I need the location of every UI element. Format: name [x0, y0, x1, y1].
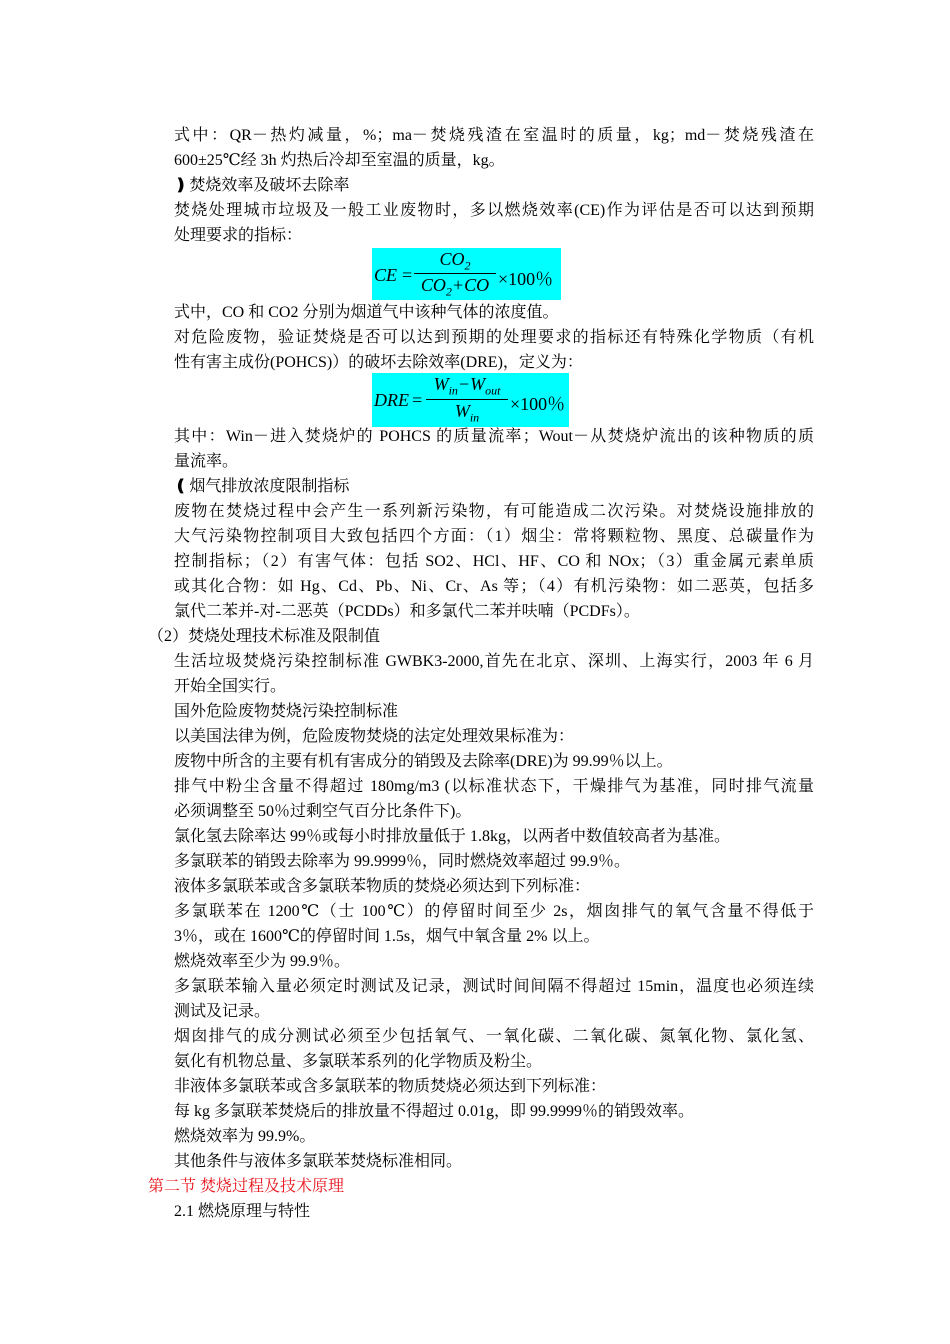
- text-line: 氨化有机物总量、多氯联苯系列的化学物质及粉尘。: [174, 1053, 543, 1070]
- text-line: 以美国法律为例，危险废物焚烧的法定处理效果标准为：: [174, 728, 575, 745]
- text-line: 排气中粉尘含量不得超过 180mg/m3 (以标准状态下，干燥排气为基准，同时排气流量: [174, 778, 814, 795]
- text-line: 必须调整至 50％过剩空气百分比条件下)。: [174, 803, 472, 820]
- text-line: 开始全国实行。: [174, 678, 287, 695]
- text-line: 式中：QR－热灼减量，%；ma－焚烧残渣在室温时的质量，kg；md－焚烧残渣在: [174, 127, 814, 144]
- formula-lhs: DRE: [374, 390, 409, 410]
- text-line: 烟囱排气的成分测试必须至少包括氧气、一氧化碳、二氧化碳、氮氧化物、氯化氢、: [174, 1028, 814, 1045]
- subheading: [174, 475, 814, 499]
- text-line: 多氯联苯的销毁去除率为 99.9999％，同时燃烧效率超过 99.9％。: [174, 853, 631, 870]
- text-line: 氯化氢去除率达 99％或每小时排放量低于 1.8kg，以两者中数值较高者为基准。: [174, 828, 731, 845]
- formula-dre: [372, 373, 569, 427]
- text-line: 废物在焚烧过程中会产生一系列新污染物，有可能造成二次污染。对焚烧设施排放的: [174, 503, 814, 520]
- text-line: 生活垃圾焚烧污染控制标准 GWBK3-2000,首先在北京、深圳、上海实行，2003 年 6 月: [174, 653, 814, 670]
- fraction-bar: [426, 399, 508, 400]
- formula-equals: =: [412, 390, 423, 410]
- text-line: 测试及记录。: [174, 1003, 271, 1020]
- formula-denominator: $W_{in}$: [454, 401, 480, 425]
- text-line: 式中，CO 和 CO2 分别为烟道气中该种气体的浓度值。: [174, 304, 559, 321]
- formula-ce: [372, 248, 561, 300]
- subheading-text: 焚烧效率及破坏去除率: [189, 177, 350, 194]
- formula-denominator: $CO_2+CO$: [420, 275, 490, 299]
- text-line: 氯代二苯并-对-二恶英（PCDDs）和多氯代二苯并呋喃（PCDFs）。: [174, 603, 640, 620]
- text-line: 多氯联苯在 1200℃（士 100℃）的停留时间至少 2s，烟囱排气的氧气含量不得低于: [174, 903, 814, 920]
- bullet-icon: ❪: [174, 478, 188, 495]
- formula-numerator: $W_{in}-W_{out}$: [433, 374, 501, 398]
- text-line: 焚烧处理城市垃圾及一般工业废物时，多以燃烧效率(CE)作为评估是否可以达到预期: [174, 202, 814, 219]
- formula-equals: =: [402, 265, 413, 285]
- subheading-text: 烟气排放浓度限制指标: [189, 478, 350, 495]
- subheading: [174, 174, 814, 198]
- text-line: 对危险废物，验证焚烧是否可以达到预期的处理要求的指标还有特殊化学物质（有机: [174, 329, 814, 346]
- text-line: 多氯联苯输入量必须定时测试及记录，测试时间间隔不得超过 15min，温度也必须连续: [174, 978, 814, 995]
- text-line: 性有害主成份(POHCS)）的破坏去除效率(DRE)，定义为：: [174, 354, 583, 371]
- formula-lhs: CE: [374, 265, 398, 285]
- text-line: 燃烧效率至少为 99.9％。: [174, 953, 351, 970]
- chapter-heading: 第二节 焚烧过程及技术原理: [148, 1178, 345, 1195]
- formula-numerator: $CO_2$: [439, 249, 471, 273]
- text-line: 控制指标；（2）有害气体：包括 SO2、HCl、HF、CO 和 NOx；（3）重金属元素单质: [174, 553, 814, 570]
- text-line: 燃烧效率为 99.9%。: [174, 1128, 316, 1145]
- text-line: 液体多氯联苯或含多氯联苯物质的焚烧必须达到下列标准：: [174, 878, 591, 895]
- text-line: 或其化合物：如 Hg、Cd、Pb、Ni、Cr、As 等；（4）有机污染物：如二恶英，包括多: [174, 578, 814, 595]
- text-line: 量流率。: [174, 453, 239, 470]
- text-line: 每 kg 多氯联苯焚烧后的排放量不得超过 0.01g，即 99.9999％的销毁效率。: [174, 1103, 695, 1120]
- bullet-icon: ❫: [174, 177, 188, 194]
- text-line: 其他条件与液体多氯联苯焚烧标准相同。: [174, 1153, 463, 1170]
- section-heading: （2）焚烧处理技术标准及限制值: [148, 628, 381, 645]
- text-line: 国外危险废物焚烧污染控制标准: [174, 703, 399, 720]
- text-line: 废物中所含的主要有机有害成分的销毁及去除率(DRE)为 99.99％以上。: [174, 753, 673, 770]
- text-line: 600±25℃经 3h 灼热后冷却至室温的质量，kg。: [174, 152, 505, 169]
- subsection-heading: 2.1 燃烧原理与特性: [174, 1203, 311, 1220]
- text-line: 处理要求的指标：: [174, 227, 303, 244]
- formula-multiplier: ×100％: [510, 394, 566, 414]
- text-line: 其中：Win－进入焚烧炉的 POHCS 的质量流率；Wout－从焚烧炉流出的该种物质的质: [174, 428, 814, 445]
- text-line: 大气污染物控制项目大致包括四个方面：（1）烟尘：常将颗粒物、黑度、总碳量作为: [174, 528, 814, 545]
- text-line: 3％，或在 1600℃的停留时间 1.5s，烟气中氧含量 2% 以上。: [174, 928, 600, 945]
- text-line: 非液体多氯联苯或含多氯联苯的物质焚烧必须达到下列标准：: [174, 1078, 607, 1095]
- formula-multiplier: ×100％: [498, 269, 554, 289]
- fraction-bar: [414, 273, 496, 274]
